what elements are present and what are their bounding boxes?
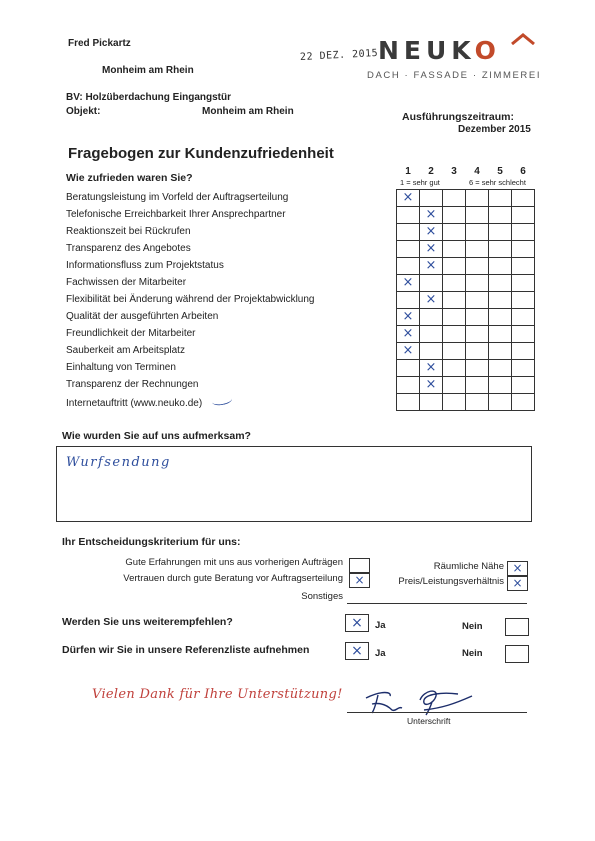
rating-cell[interactable] — [466, 377, 489, 394]
rating-cell[interactable] — [397, 190, 420, 207]
reference-no-checkbox[interactable] — [505, 645, 529, 663]
rating-cell[interactable] — [420, 224, 443, 241]
criteria-question: Ihr Entscheidungskriterium für uns: — [62, 536, 241, 548]
check-mark: × — [425, 207, 437, 222]
rating-cell[interactable] — [443, 207, 466, 224]
criterion-label: Preis/Leistungsverhältnis — [398, 576, 504, 587]
rating-cell[interactable] — [489, 258, 512, 275]
rating-cell[interactable] — [489, 207, 512, 224]
sender-name: Fred Pickartz — [68, 38, 131, 49]
rating-row — [397, 207, 535, 224]
rating-cell[interactable] — [512, 394, 535, 411]
rating-row — [397, 377, 535, 394]
sender-city: Monheim am Rhein — [102, 65, 194, 76]
rating-cell[interactable] — [489, 326, 512, 343]
rating-cell[interactable] — [512, 224, 535, 241]
recommend-yes-checkbox[interactable] — [345, 614, 369, 632]
rating-cell[interactable] — [443, 275, 466, 292]
logo-text: NEUK — [378, 36, 475, 65]
rating-row — [397, 190, 535, 207]
check-mark: × — [425, 241, 437, 256]
rating-cell[interactable] — [443, 224, 466, 241]
scale-number: 6 — [520, 166, 526, 177]
rating-cell[interactable] — [397, 309, 420, 326]
satisfaction-item-label: Beratungsleistung im Vorfeld der Auftragserteilung — [66, 192, 289, 203]
rating-cell[interactable] — [512, 309, 535, 326]
roof-icon — [510, 33, 536, 45]
rating-cell[interactable] — [420, 360, 443, 377]
rating-cell[interactable] — [397, 394, 420, 411]
check-mark: × — [402, 343, 414, 358]
rating-cell[interactable] — [397, 241, 420, 258]
satisfaction-item-label: Fachwissen der Mitarbeiter — [66, 277, 187, 288]
rating-cell[interactable] — [420, 326, 443, 343]
criterion-checkbox[interactable] — [507, 576, 528, 591]
period-label: Ausführungszeitraum: — [402, 111, 515, 123]
rating-cell[interactable] — [420, 207, 443, 224]
recommend-question: Werden Sie uns weiterempfehlen? — [62, 616, 233, 628]
scale-number: 1 — [405, 166, 411, 177]
satisfaction-item-label: Reaktionszeit bei Rückrufen — [66, 226, 191, 237]
check-mark: × — [512, 561, 523, 575]
check-mark: × — [425, 360, 437, 375]
reference-no-label: Nein — [462, 648, 483, 659]
rating-cell[interactable] — [420, 394, 443, 411]
rating-cell[interactable] — [466, 360, 489, 377]
project-bv: BV: Holzüberdachung Eingangstür — [66, 92, 232, 103]
rating-cell[interactable] — [466, 275, 489, 292]
other-label: Sonstiges — [301, 591, 343, 602]
rating-grid — [396, 189, 535, 411]
check-mark: × — [402, 275, 414, 290]
rating-row — [397, 258, 535, 275]
rating-row — [397, 275, 535, 292]
rating-row — [397, 309, 535, 326]
signature-line[interactable] — [347, 712, 527, 713]
rating-cell[interactable] — [420, 377, 443, 394]
satisfaction-question: Wie zufrieden waren Sie? — [66, 172, 193, 184]
satisfaction-item-label: Transparenz des Angebotes — [66, 243, 191, 254]
scale-number: 5 — [497, 166, 503, 177]
rating-cell[interactable] — [489, 309, 512, 326]
recommend-no-label: Nein — [462, 621, 483, 632]
scale-number: 4 — [474, 166, 480, 177]
check-mark: × — [425, 258, 437, 273]
check-mark: × — [402, 309, 414, 324]
rating-cell[interactable] — [512, 292, 535, 309]
rating-row — [397, 394, 535, 411]
satisfaction-item-label: Sauberkeit am Arbeitsplatz — [66, 345, 185, 356]
rating-cell[interactable] — [489, 394, 512, 411]
objekt-city: Monheim am Rhein — [202, 106, 294, 117]
satisfaction-item-label: Telefonische Erreichbarkeit Ihrer Ansprechpartner — [66, 209, 286, 220]
rating-cell[interactable] — [443, 258, 466, 275]
rating-cell[interactable] — [512, 360, 535, 377]
rating-row — [397, 224, 535, 241]
criterion-label: Gute Erfahrungen mit uns aus vorherigen Aufträgen — [125, 557, 343, 568]
rating-cell[interactable] — [443, 394, 466, 411]
rating-cell[interactable] — [397, 360, 420, 377]
rating-cell[interactable] — [420, 292, 443, 309]
rating-cell[interactable] — [443, 377, 466, 394]
criterion-label: Vertrauen durch gute Beratung vor Auftragserteilung — [123, 573, 343, 584]
rating-cell[interactable] — [512, 343, 535, 360]
rating-cell[interactable] — [466, 326, 489, 343]
rating-cell[interactable] — [489, 343, 512, 360]
check-mark: × — [425, 292, 437, 307]
rating-cell[interactable] — [466, 394, 489, 411]
rating-cell[interactable] — [443, 309, 466, 326]
date-stamp: 22 DEZ. 2015 — [299, 47, 379, 64]
satisfaction-item-label: Internetauftritt (www.neuko.de) — [66, 398, 203, 409]
rating-cell[interactable] — [420, 258, 443, 275]
handwritten-dash — [211, 394, 232, 406]
rating-cell[interactable] — [512, 190, 535, 207]
rating-cell[interactable] — [397, 343, 420, 360]
criterion-checkbox[interactable] — [349, 558, 370, 573]
rating-row — [397, 326, 535, 343]
rating-cell[interactable] — [466, 224, 489, 241]
recommend-yes-label: Ja — [375, 620, 386, 631]
rating-cell[interactable] — [397, 326, 420, 343]
criterion-label: Räumliche Nähe — [433, 561, 504, 572]
rating-row — [397, 292, 535, 309]
rating-cell[interactable] — [420, 275, 443, 292]
rating-cell[interactable] — [466, 190, 489, 207]
rating-cell[interactable] — [443, 326, 466, 343]
satisfaction-item-label: Freundlichkeit der Mitarbeiter — [66, 328, 196, 339]
rating-cell[interactable] — [512, 207, 535, 224]
rating-cell[interactable] — [489, 360, 512, 377]
rating-cell[interactable] — [489, 241, 512, 258]
attention-answer: Wurfsendung — [66, 455, 171, 470]
rating-cell[interactable] — [466, 292, 489, 309]
rating-cell[interactable] — [466, 207, 489, 224]
reference-yes-label: Ja — [375, 648, 386, 659]
check-mark: × — [402, 326, 414, 341]
rating-cell[interactable] — [466, 309, 489, 326]
rating-cell[interactable] — [466, 241, 489, 258]
satisfaction-item-label: Einhaltung von Terminen — [66, 362, 176, 373]
reference-question: Dürfen wir Sie in unsere Referenzliste aufnehmen — [62, 644, 310, 656]
rating-cell[interactable] — [443, 241, 466, 258]
rating-cell[interactable] — [489, 377, 512, 394]
rating-cell[interactable] — [466, 343, 489, 360]
recommend-no-checkbox[interactable] — [505, 618, 529, 636]
rating-cell[interactable] — [512, 377, 535, 394]
rating-cell[interactable] — [466, 258, 489, 275]
rating-cell[interactable] — [397, 275, 420, 292]
neuko-logo — [378, 36, 501, 65]
check-mark: × — [354, 573, 365, 587]
check-mark: × — [402, 190, 414, 205]
criterion-checkbox[interactable] — [349, 573, 370, 588]
check-mark: × — [425, 224, 437, 239]
rating-cell[interactable] — [512, 275, 535, 292]
rating-cell[interactable] — [489, 190, 512, 207]
check-mark: × — [351, 643, 363, 659]
scale-number: 3 — [451, 166, 457, 177]
rating-row — [397, 343, 535, 360]
signature-label: Unterschrift — [407, 716, 451, 726]
objekt-label: Objekt: — [66, 106, 101, 117]
check-mark: × — [351, 615, 363, 631]
rating-cell[interactable] — [397, 207, 420, 224]
rating-row — [397, 241, 535, 258]
rating-cell[interactable] — [397, 224, 420, 241]
scale-high-label: 6 = sehr schlecht — [469, 178, 526, 187]
satisfaction-item-label: Qualität der ausgeführten Arbeiten — [66, 311, 219, 322]
rating-cell[interactable] — [420, 190, 443, 207]
rating-cell[interactable] — [443, 292, 466, 309]
rating-cell[interactable] — [420, 241, 443, 258]
rating-cell[interactable] — [443, 360, 466, 377]
rating-cell[interactable] — [397, 258, 420, 275]
page-title: Fragebogen zur Kundenzufriedenheit — [68, 145, 334, 162]
scale-low-label: 1 = sehr gut — [400, 178, 440, 187]
satisfaction-item-label: Transparenz der Rechnungen — [66, 379, 199, 390]
check-mark: × — [512, 576, 523, 590]
period-value: Dezember 2015 — [458, 124, 531, 135]
attention-question: Wie wurden Sie auf uns aufmerksam? — [62, 430, 251, 442]
thanks-message: Vielen Dank für Ihre Unterstützung! — [92, 687, 343, 702]
logo-accent-letter: O — [474, 36, 501, 65]
rating-cell[interactable] — [397, 292, 420, 309]
logo-tagline: DACH · FASSADE · ZIMMEREI — [367, 70, 542, 81]
scale-number: 2 — [428, 166, 434, 177]
rating-cell[interactable] — [420, 309, 443, 326]
reference-yes-checkbox[interactable] — [345, 642, 369, 660]
rating-row — [397, 360, 535, 377]
check-mark: × — [425, 377, 437, 392]
rating-cell[interactable] — [443, 190, 466, 207]
rating-cell[interactable] — [489, 275, 512, 292]
rating-cell[interactable] — [489, 224, 512, 241]
criterion-checkbox[interactable] — [507, 561, 528, 576]
satisfaction-item-label: Flexibilität bei Änderung während der Projektabwicklung — [66, 294, 315, 305]
rating-cell[interactable] — [512, 258, 535, 275]
other-input-line[interactable] — [347, 603, 527, 604]
rating-cell[interactable] — [397, 377, 420, 394]
satisfaction-item-label: Informationsfluss zum Projektstatus — [66, 260, 224, 271]
rating-cell[interactable] — [512, 326, 535, 343]
rating-cell[interactable] — [420, 343, 443, 360]
rating-cell[interactable] — [512, 241, 535, 258]
rating-cell[interactable] — [443, 343, 466, 360]
rating-cell[interactable] — [489, 292, 512, 309]
